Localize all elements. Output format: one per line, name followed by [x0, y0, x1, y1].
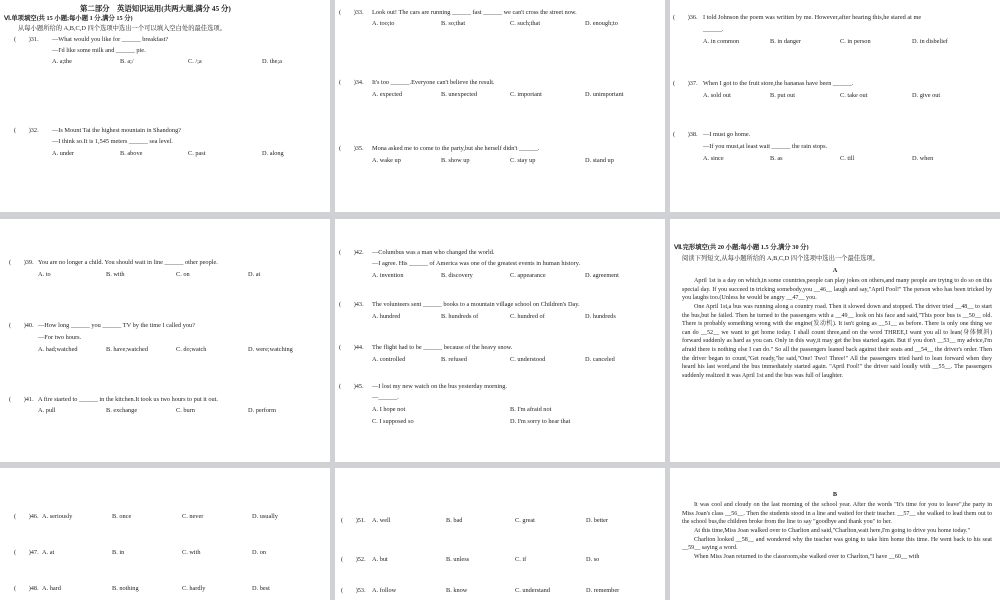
option[interactable]: A. too;to: [372, 20, 395, 27]
question-line: —If you must,at least wait ______ the rain stops.: [703, 143, 828, 150]
option[interactable]: C. do;watch: [176, 346, 207, 353]
question-number: ( )45.: [339, 383, 364, 390]
page-panel-4: [0, 219, 330, 462]
question-number: ( )43.: [339, 301, 364, 308]
option[interactable]: B. unless: [446, 556, 470, 563]
option[interactable]: D. in disbelief: [912, 38, 948, 45]
option[interactable]: B. show up: [441, 157, 470, 164]
option[interactable]: A. controlled: [372, 356, 406, 363]
option[interactable]: B. as: [770, 155, 783, 162]
option[interactable]: D. so: [586, 556, 600, 563]
question-number: ( )38.: [673, 131, 698, 138]
page-panel-2: [335, 0, 665, 212]
question-number: ( )40.: [9, 322, 34, 329]
option-row: [0, 150, 330, 159]
option[interactable]: C. understand: [515, 587, 550, 594]
passage-paragraph: One April 1st,a bus was running along a country road. Then it slowed down and stopped. The driver tried __48__ to start the bus,but he failed. Then he turned to the passengers with a __49__ look on his face and said,"This poor bus is __50__ old. There is probably something wrong with the engine(发动机). It isn't going as __51__ as before. There is only one thing we can do __52__ we want to get home today. I shall count three,and on the word THREE,I want you all to lean(身体倾斜) forward suddenly as hard as you can. Only in this way,it may get the bus started again. But if you don't __53__ my advice,I'm afraid there is nothing else I can do." So all the passengers leaned back against their seats and __54__ the driver's order. Then the driver began to count,"Get ready,"he said,"One! Two! Three!" All the passengers tried hard to lean forward when they heard his last word,and the bus immediately started again. "April Fool!" the driver said loudly with __55__. The passengers suddenly realized it was April 1st and the bus was full of laughter.: [682, 303, 992, 380]
option[interactable]: A. well: [372, 517, 391, 524]
option-row: [335, 313, 665, 322]
option[interactable]: D. when: [912, 155, 934, 162]
option[interactable]: D. at: [248, 271, 261, 278]
question-line: —How long ______ you ______ TV by the time I called you?: [38, 322, 195, 329]
option[interactable]: D. agreement: [585, 272, 619, 279]
option[interactable]: B. refused: [441, 356, 467, 363]
option[interactable]: C. on: [176, 271, 190, 278]
question-line: —I lost my new watch on the bus yesterday morning.: [372, 383, 508, 390]
question-line: ______.: [703, 26, 724, 33]
option[interactable]: B. with: [106, 271, 125, 278]
page-panel-7: [0, 468, 330, 600]
question-number: ( )46.: [14, 513, 39, 520]
option[interactable]: A. since: [703, 155, 724, 162]
option[interactable]: C. great: [515, 517, 535, 524]
option[interactable]: C. if: [515, 556, 527, 563]
option[interactable]: D. on: [252, 549, 266, 556]
option[interactable]: D. along: [262, 150, 284, 157]
section-6-title: Ⅵ.单项填空(共 15 小题;每小题 1 分,满分 15 分): [4, 15, 133, 22]
section-7-instruction: 阅读下列短文,从每小题所给的 A,B,C,D 四个选项中选出一个最佳选项。: [682, 255, 879, 262]
option[interactable]: C. such;that: [510, 20, 541, 27]
question-line: It's too ______.Everyone can't believe the result.: [372, 79, 495, 86]
question-number: ( )34.: [339, 79, 364, 86]
option[interactable]: B. have;watched: [106, 346, 148, 353]
option[interactable]: B. a;/: [120, 58, 134, 65]
question-line: —For two hours.: [38, 334, 82, 341]
option[interactable]: C. never: [182, 513, 204, 520]
question-number: ( )48.: [14, 585, 39, 592]
option-row: [0, 585, 330, 594]
option[interactable]: B. discovery: [441, 272, 473, 279]
option[interactable]: D. the;a: [262, 58, 282, 65]
page-panel-5: [335, 219, 665, 462]
question-number: ( )39.: [9, 259, 34, 266]
page-panel-3: [670, 0, 1000, 212]
question-number: ( )37.: [673, 80, 698, 87]
option[interactable]: D. better: [586, 517, 609, 524]
option-row: [335, 272, 665, 281]
question-number: ( )42.: [339, 249, 364, 256]
page-panel-9: [670, 468, 1000, 600]
question-number: ( )47.: [14, 549, 39, 556]
question-line: Mona asked me to come to the party,but she herself didn't ______.: [372, 145, 540, 152]
option[interactable]: B. in danger: [770, 38, 801, 45]
option[interactable]: C. till: [840, 155, 855, 162]
option[interactable]: D. best: [252, 585, 270, 592]
question-line: —Is Mount Tai the highest mountain in Shandong?: [52, 127, 182, 134]
passage-b-label: B: [832, 491, 838, 498]
option-row: [670, 155, 1000, 164]
option[interactable]: A. but: [372, 556, 388, 563]
option[interactable]: A. follow: [372, 587, 397, 594]
option[interactable]: B. unexpected: [441, 91, 478, 98]
option[interactable]: D. were;watching: [248, 346, 293, 353]
section-7-title: Ⅶ.完形填空(共 20 小题;每小题 1.5 分,满分 30 分): [674, 244, 809, 251]
question-number: ( )44.: [339, 344, 364, 351]
option[interactable]: B. bad: [446, 517, 463, 524]
option-row: [0, 549, 330, 558]
option-row: [335, 418, 665, 427]
option[interactable]: D. remember: [586, 587, 620, 594]
option[interactable]: B. I'm afraid not: [510, 406, 552, 413]
passage-paragraph: Charlton looked __58__ and wondered why the teacher was going to take him home this time. He went back to his seat __59__ saying a word.: [682, 536, 992, 552]
question-line: The flight had to be ______ because of the heavy snow.: [372, 344, 513, 351]
option[interactable]: D. give out: [912, 92, 941, 99]
question-line: —I think so.It is 1,545 meters ______ sea level.: [52, 138, 173, 145]
option-row: [335, 517, 665, 526]
option[interactable]: B. know: [446, 587, 468, 594]
option[interactable]: C. hundred of: [510, 313, 545, 320]
option-row: [670, 38, 1000, 47]
question-line: You are no longer a child. You should wait in line ______ other people.: [38, 259, 218, 266]
option[interactable]: A. had;watched: [38, 346, 78, 353]
option[interactable]: C. in person: [840, 38, 871, 45]
option[interactable]: A. wake up: [372, 157, 401, 164]
option-row: [0, 346, 330, 355]
option[interactable]: A. a;the: [52, 58, 72, 65]
option[interactable]: A. hard: [42, 585, 61, 592]
passage-paragraph: April 1st is a day on which,in some countries,people can play jokes on others,and many people are trying to do so on this special day. If you succeed in tricking somebody,you __46__ laugh and say,"April Fool!" The person who has been tricked by you laughs too.(Unless he would be angry __47__ you.: [682, 278, 992, 302]
option[interactable]: A. I hope not: [372, 406, 406, 413]
option[interactable]: D. hundreds: [585, 313, 616, 320]
option[interactable]: C. important: [510, 91, 542, 98]
question-line: When I got to the fruit store,the bananas have been ______.: [703, 80, 854, 87]
option[interactable]: A. at: [42, 549, 55, 556]
option[interactable]: D. perform: [248, 407, 276, 414]
section-6-instruction: 从每小题所给的 A,B,C,D 四个选项中选出一个可以填入空白处的最佳选项。: [18, 25, 226, 32]
option[interactable]: C. with: [182, 549, 201, 556]
option[interactable]: B. hundreds of: [441, 313, 479, 320]
option[interactable]: C. appearance: [510, 272, 546, 279]
option[interactable]: D. unimportant: [585, 91, 624, 98]
option[interactable]: B. in: [112, 549, 125, 556]
option[interactable]: D. I'm sorry to hear that: [510, 418, 571, 425]
option[interactable]: B. exchange: [106, 407, 138, 414]
question-number: ( )41.: [9, 396, 34, 403]
option[interactable]: A. sold out: [703, 92, 731, 99]
question-number: ( )36.: [673, 14, 698, 21]
question-line: The volunteers sent ______ books to a mountain village school on Children's Day.: [372, 301, 580, 308]
question-number: ( )35.: [339, 145, 364, 152]
question-line: —I agree. His ______ of America was one of the greatest events in human history.: [372, 260, 581, 267]
option[interactable]: C. I supposed so: [372, 418, 414, 425]
option[interactable]: C. understood: [510, 356, 546, 363]
option[interactable]: B. above: [120, 150, 143, 157]
option-row: [0, 407, 330, 416]
section-title: 第二部分 英语知识运用(共两大题,满分 45 分): [80, 4, 231, 13]
option[interactable]: D. stand up: [585, 157, 614, 164]
passage-paragraph: At this time,Miss Joan walked over to Charlton and said,"Charlton,wait here,I'm going to drive you home today.": [694, 527, 970, 534]
option[interactable]: A. seriously: [42, 513, 73, 520]
option[interactable]: A. hundred: [372, 313, 401, 320]
option-row: [0, 271, 330, 280]
option[interactable]: C. hardly: [182, 585, 206, 592]
passage-paragraph: When Miss Joan returned to the classroom,she walked over to Charlton,"I have __60__ with: [694, 553, 920, 560]
option-row: [335, 20, 665, 29]
question-number: ( )33.: [339, 9, 364, 16]
option[interactable]: C. /;a: [188, 58, 202, 65]
option[interactable]: C. stay up: [510, 157, 536, 164]
option[interactable]: B. nothing: [112, 585, 139, 592]
passage-a: [682, 277, 992, 381]
option[interactable]: B. put out: [770, 92, 796, 99]
page-panel-8: [335, 468, 665, 600]
question-number: ( )32.: [14, 127, 39, 134]
question-line: —______.: [372, 394, 399, 401]
option[interactable]: C. burn: [176, 407, 195, 414]
question-line: I told Johnson the poem was written by me. However,after hearing this,he stared at me: [703, 14, 922, 21]
option-row: [670, 92, 1000, 101]
question-line: —Columbus was a man who changed the world.: [372, 249, 495, 256]
question-number: ( )52.: [341, 556, 366, 563]
option[interactable]: C. past: [188, 150, 206, 157]
question-line: —I must go home.: [703, 131, 751, 138]
option[interactable]: A. pull: [38, 407, 56, 414]
passage-a-label: A: [832, 267, 838, 274]
option-row: [335, 356, 665, 365]
page-panel-1: [0, 0, 330, 212]
question-number: ( )51.: [341, 517, 366, 524]
option-row: [335, 406, 665, 415]
question-number: ( )31.: [14, 36, 39, 43]
question-line: Look out! The cars are running ______ fast ______ we can't cross the street now.: [372, 9, 577, 16]
option[interactable]: A. invention: [372, 272, 404, 279]
option[interactable]: A. in common: [703, 38, 740, 45]
option[interactable]: C. take out: [840, 92, 868, 99]
option-row: [335, 556, 665, 565]
option[interactable]: B. once: [112, 513, 132, 520]
question-line: —I'd like some milk and ______ pie.: [52, 47, 146, 54]
option[interactable]: D. usually: [252, 513, 278, 520]
option-row: [335, 91, 665, 100]
question-line: A fire started to ______ in the kitchen.It took us two hours to put it out.: [38, 396, 218, 403]
question-number: ( )53.: [341, 587, 366, 594]
passage-b: [682, 501, 992, 561]
option[interactable]: D. canceled: [585, 356, 615, 363]
option[interactable]: A. to: [38, 271, 51, 278]
option[interactable]: A. expected: [372, 91, 403, 98]
option-row: [335, 157, 665, 166]
option-row: [0, 58, 330, 67]
option[interactable]: B. so;that: [441, 20, 466, 27]
option-row: [335, 587, 665, 596]
page-panel-6: [670, 219, 1000, 462]
option-row: [0, 513, 330, 522]
option[interactable]: A. under: [52, 150, 75, 157]
passage-paragraph: It was cool and cloudy on the last morning of the school year. After the words "It's time for you to leave",the party in Miss Joan's class __56__. Then the students stood in a line and waited for their teacher. __57__ she walked to lead them out to the school bus,the children broke from the line to say "goodbye and thank you" to her.: [682, 502, 992, 526]
question-line: —What would you like for ______ breakfast?: [52, 36, 169, 43]
option[interactable]: D. enough;to: [585, 20, 618, 27]
